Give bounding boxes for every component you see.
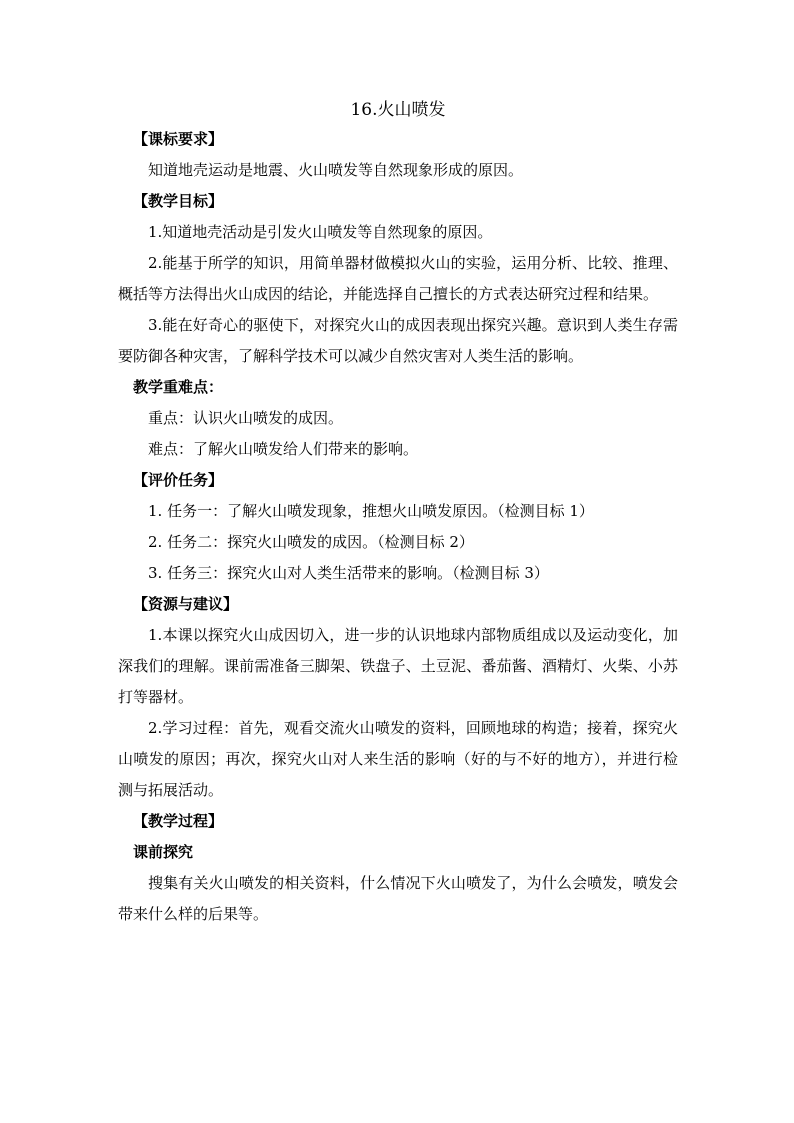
tasks-heading: 【评价任务】	[133, 471, 224, 489]
process-text: 搜集有关火山喷发的相关资料，什么情况下火山喷发了，为什么会喷发，喷发会带来什么样的后果等。	[118, 874, 678, 923]
objective-item-1: 1.知道地壳活动是引发火山喷发等自然现象的原因。	[148, 223, 493, 241]
curriculum-heading: 【课标要求】	[133, 130, 224, 148]
process-subheading: 课前探究	[133, 843, 194, 861]
resources-heading: 【资源与建议】	[133, 595, 239, 613]
process-heading: 【教学过程】	[133, 812, 224, 830]
objective-item-2: 2.能基于所学的知识，用简单器材做模拟火山的实验，运用分析、比较、推理、概括等方法得出火山成因的结论，并能选择自己擅长的方式表达研究过程和结果。	[118, 254, 678, 303]
keypoint-key: 重点：认识火山喷发的成因。	[148, 409, 344, 427]
task-item-1: 1. 任务一：了解火山喷发现象，推想火山喷发原因。（检测目标 1）	[148, 502, 594, 520]
curriculum-text: 知道地壳运动是地震、火山喷发等自然现象形成的原因。	[148, 161, 524, 179]
page-title: 16.火山喷发	[350, 100, 446, 120]
document-body	[118, 96, 678, 930]
keypoints-heading: 教学重难点：	[133, 378, 224, 396]
keypoint-difficult: 难点：了解火山喷发给人们带来的影响。	[148, 440, 419, 458]
objective-item-3: 3.能在好奇心的驱使下，对探究火山的成因表现出探究兴趣。意识到人类生存需要防御各种灾害，了解科学技术可以减少自然灾害对人类生活的影响。	[118, 316, 678, 365]
objectives-heading: 【教学目标】	[133, 192, 224, 210]
task-item-2: 2. 任务二：探究火山喷发的成因。（检测目标 2）	[148, 533, 474, 551]
resource-item-2: 2.学习过程：首先，观看交流火山喷发的资料，回顾地球的构造；接着，探究火山喷发的原因；再次，探究火山对人来生活的影响（好的与不好的地方），并进行检测与拓展活动。	[118, 719, 678, 799]
resource-item-1: 1.本课以探究火山成因切入，进一步的认识地球内部物质组成以及运动变化，加深我们的理解。课前需准备三脚架、铁盘子、土豆泥、番茄酱、酒精灯、火柴、小苏打等器材。	[118, 626, 678, 706]
task-item-3: 3. 任务三：探究火山对人类生活带来的影响。（检测目标 3）	[148, 564, 549, 582]
